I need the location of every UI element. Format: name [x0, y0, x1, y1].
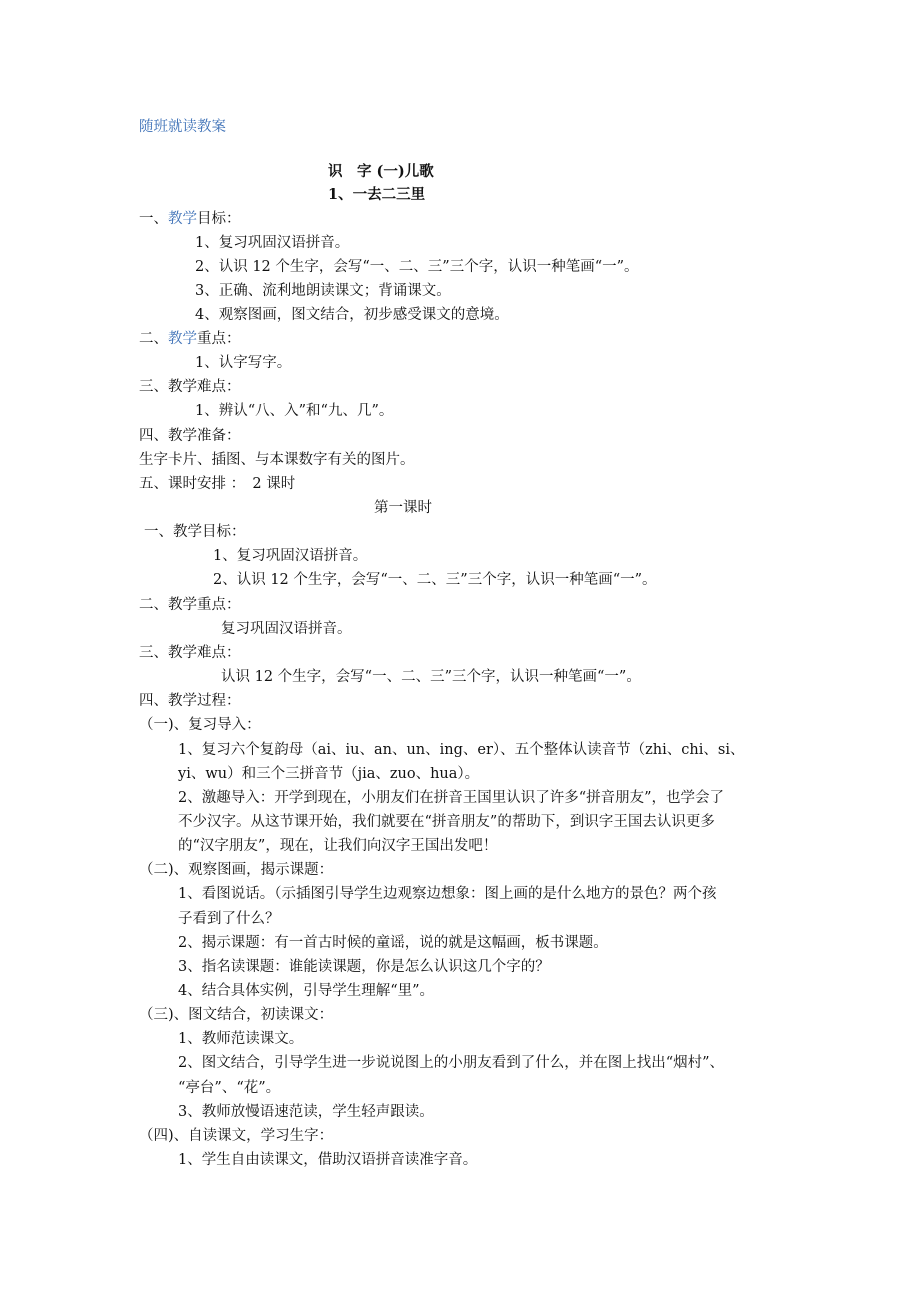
keyword-link[interactable]: 教学 [168, 211, 197, 227]
section1-item: 2、认识 12 个生字，会写“一、二、三”三个字，认识一种笔画“一”。 [195, 259, 639, 275]
header-link[interactable]: 随班就读教案 [139, 119, 226, 135]
difficulty-body: 认识 12 个生字，会写“一、二、三”三个字，认识一种笔画“一”。 [221, 669, 641, 685]
keyword-link[interactable]: 教学 [168, 331, 197, 347]
process-text: 4、结合具体实例，引导学生理解“里”。 [178, 983, 435, 999]
process-text: 3、教师放慢语速范读，学生轻声跟读。 [178, 1104, 434, 1120]
section4-body: 生字卡片、插图、与本课数字有关的图片。 [139, 452, 415, 468]
section3-item: 1、辨认“八、入”和“九、几”。 [195, 403, 394, 419]
process-heading: 四、教学过程： [139, 693, 241, 709]
focus-heading: 二、教学重点： [139, 597, 241, 613]
section1-item: 4、观察图画，图文结合，初步感受课文的意境。 [195, 307, 509, 323]
focus-body: 复习巩固汉语拼音。 [221, 621, 352, 637]
goals-heading: 一、教学目标： [144, 524, 246, 540]
section1-heading: 一、教学目标： [139, 211, 241, 227]
process-text: 的“汉字朋友”，现在，让我们向汉字王国出发吧！ [178, 838, 498, 854]
process-text: 子看到了什么？ [178, 911, 280, 927]
process-text: 1、教师范读课文。 [178, 1031, 304, 1047]
process-text: 2、揭示课题：有一首古时候的童谣，说的就是这幅画，板书课题。 [178, 935, 608, 951]
process-step-heading: （一)、复习导入： [139, 717, 261, 733]
lesson-title: 识 字 (一)儿歌 [328, 163, 434, 180]
process-text: “亭台”、“花”。 [178, 1080, 281, 1096]
lesson1-title: 第一课时 [374, 500, 432, 516]
process-text: 2、图文结合，引导学生进一步说说图上的小朋友看到了什么，并在图上找出“烟村”、 [178, 1055, 725, 1071]
section5-heading: 五、课时安排 ： 2 课时 [139, 476, 296, 492]
process-step-heading: （四)、自读课文，学习生字： [139, 1128, 334, 1144]
section4-heading: 四、教学准备： [139, 428, 241, 444]
process-step-heading: （三)、图文结合，初读课文： [139, 1007, 334, 1023]
goal-item: 1、复习巩固汉语拼音。 [213, 548, 368, 564]
section1-item: 3、正确、流利地朗读课文；背诵课文。 [195, 283, 451, 299]
process-text: 不少汉字。从这节课开始，我们就要在“拼音朋友”的帮助下，到识字王国去认识更多 [178, 814, 715, 830]
section2-heading: 二、教学重点： [139, 331, 241, 347]
process-text: 1、学生自由读课文，借助汉语拼音读准字音。 [178, 1152, 478, 1168]
goal-item: 2、认识 12 个生字，会写“一、二、三”三个字，认识一种笔画“一”。 [213, 572, 657, 588]
section2-item: 1、认字写字。 [195, 355, 292, 371]
section3-heading: 三、教学难点： [139, 379, 241, 395]
process-text: 2、激趣导入：开学到现在，小朋友们在拼音王国里认识了许多“拼音朋友”，也学会了 [178, 790, 725, 806]
process-text: yi、wu）和三个三拼音节（jia、zuo、hua）。 [178, 766, 480, 782]
process-text: 3、指名读课题：谁能读课题，你是怎么认识这几个字的？ [178, 959, 550, 975]
process-step-heading: （二)、观察图画，揭示课题： [139, 862, 334, 878]
process-text: 1、看图说话。（示插图引导学生边观察边想象：图上画的是什么地方的景色？两个孩 [178, 886, 717, 902]
lesson-subtitle: 1、一去二三里 [328, 186, 426, 203]
difficulty-heading: 三、教学难点： [139, 645, 241, 661]
process-text: 1、复习六个复韵母（ai、iu、an、un、ing、er）、五个整体认读音节（zhi、chi、si、 [178, 742, 745, 758]
section1-item: 1、复习巩固汉语拼音。 [195, 235, 350, 251]
